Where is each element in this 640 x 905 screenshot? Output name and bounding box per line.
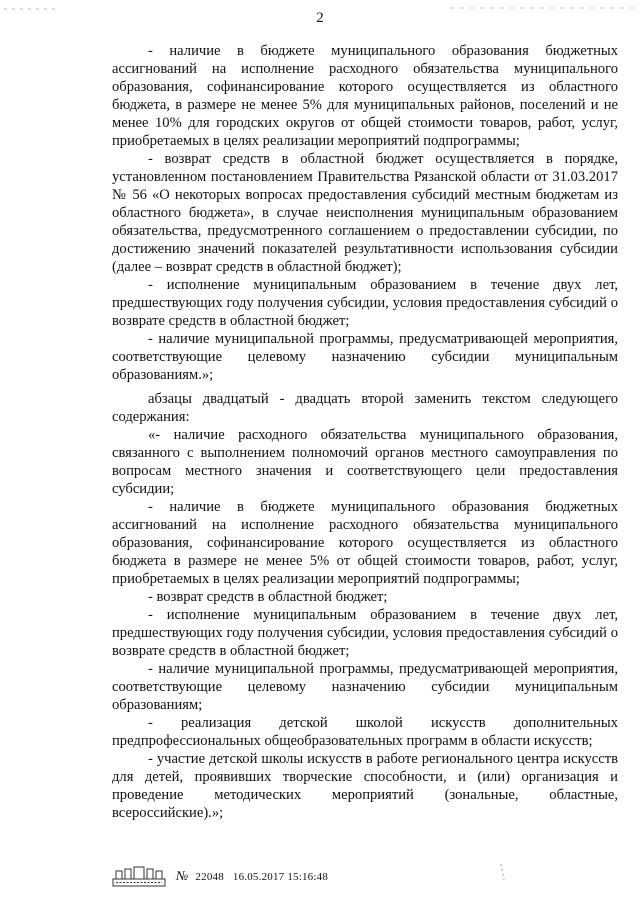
paragraph: - участие детской школы искусств в работе регионального центра искусств для детей, проявивших творческие способности, и (или) организация и проведение методических мероприятий (зональные, областные, всероссийские).»; bbox=[112, 751, 618, 821]
paragraph: - реализация детской школой искусств дополнительных предпрофессиональных общеобразовательных программ в области искусств; bbox=[112, 715, 618, 749]
document-body bbox=[112, 42, 618, 822]
page-number: 2 bbox=[316, 10, 324, 26]
number-sign: № bbox=[176, 868, 189, 883]
paragraph: абзацы двадцатый - двадцать второй заменить текстом следующего содержания: bbox=[112, 391, 618, 425]
paragraph: - наличие в бюджете муниципального образования бюджетных ассигнований на исполнение расходного обязательства муниципального образования, софинансирование которого осуществляется из областного бюджета, в размере не менее 5% для муниципальных районов, поселений и не менее 10% для городских округов от общей стоимости товаров, работ, услуг, приобретаемых в целях реализации мероприятий подпрограммы; bbox=[112, 43, 618, 149]
document-footer bbox=[112, 862, 328, 890]
registration-number bbox=[176, 868, 328, 884]
registration-timestamp: 16.05.2017 15:16:48 bbox=[232, 871, 329, 883]
paragraph: - исполнение муниципальным образованием в течение двух лет, предшествующих году получения субсидии, условия предоставления субсидий о возврате средств в областной бюджет; bbox=[112, 607, 618, 659]
paragraph: «- наличие расходного обязательства муниципального образования, связанного с выполнением полномочий органов местного самоуправления по вопросам местного значения и соответствующего цели предоставления субсидии; bbox=[112, 427, 618, 497]
scan-artifact-mark bbox=[498, 862, 508, 882]
paragraph: - наличие муниципальной программы, предусматривающей мероприятия, соответствующие целевому назначению субсидии муниципальным образованиям; bbox=[112, 661, 618, 713]
document-id: 22048 bbox=[195, 871, 224, 883]
paragraph: - возврат средств в областной бюджет; bbox=[148, 589, 388, 605]
paragraph: - наличие в бюджете муниципального образования бюджетных ассигнований на исполнение расходного обязательства муниципального образования, софинансирование которого осуществляется из областного бюджета в размере не менее 5% от общей стоимости товаров, работ, услуг, приобретаемых в целях реализации мероприятий подпрограммы; bbox=[112, 499, 618, 587]
paragraph: - наличие муниципальной программы, предусматривающей мероприятия, соответствующие целевому назначению субсидии муниципальным образованиям.»; bbox=[112, 331, 618, 383]
paragraph: - исполнение муниципальным образованием в течение двух лет, предшествующих году получения субсидии, условия предоставления субсидий о возврате средств в областной бюджет; bbox=[112, 277, 618, 329]
registry-stamp-icon bbox=[112, 865, 166, 887]
paragraph: - возврат средств в областной бюджет осуществляется в порядке, установленном постановлением Правительства Рязанской области от 31.03.2017 № 56 «О некоторых вопросах предоставления субсидий местным бюджетам из областного бюджета», в случае неисполнения муниципальным образованием обязательства, предусмотренного соглашением о предоставлении субсидии, по достижению значений показателей результативности использования субсидии (далее – возврат средств в областной бюджет); bbox=[112, 151, 618, 275]
